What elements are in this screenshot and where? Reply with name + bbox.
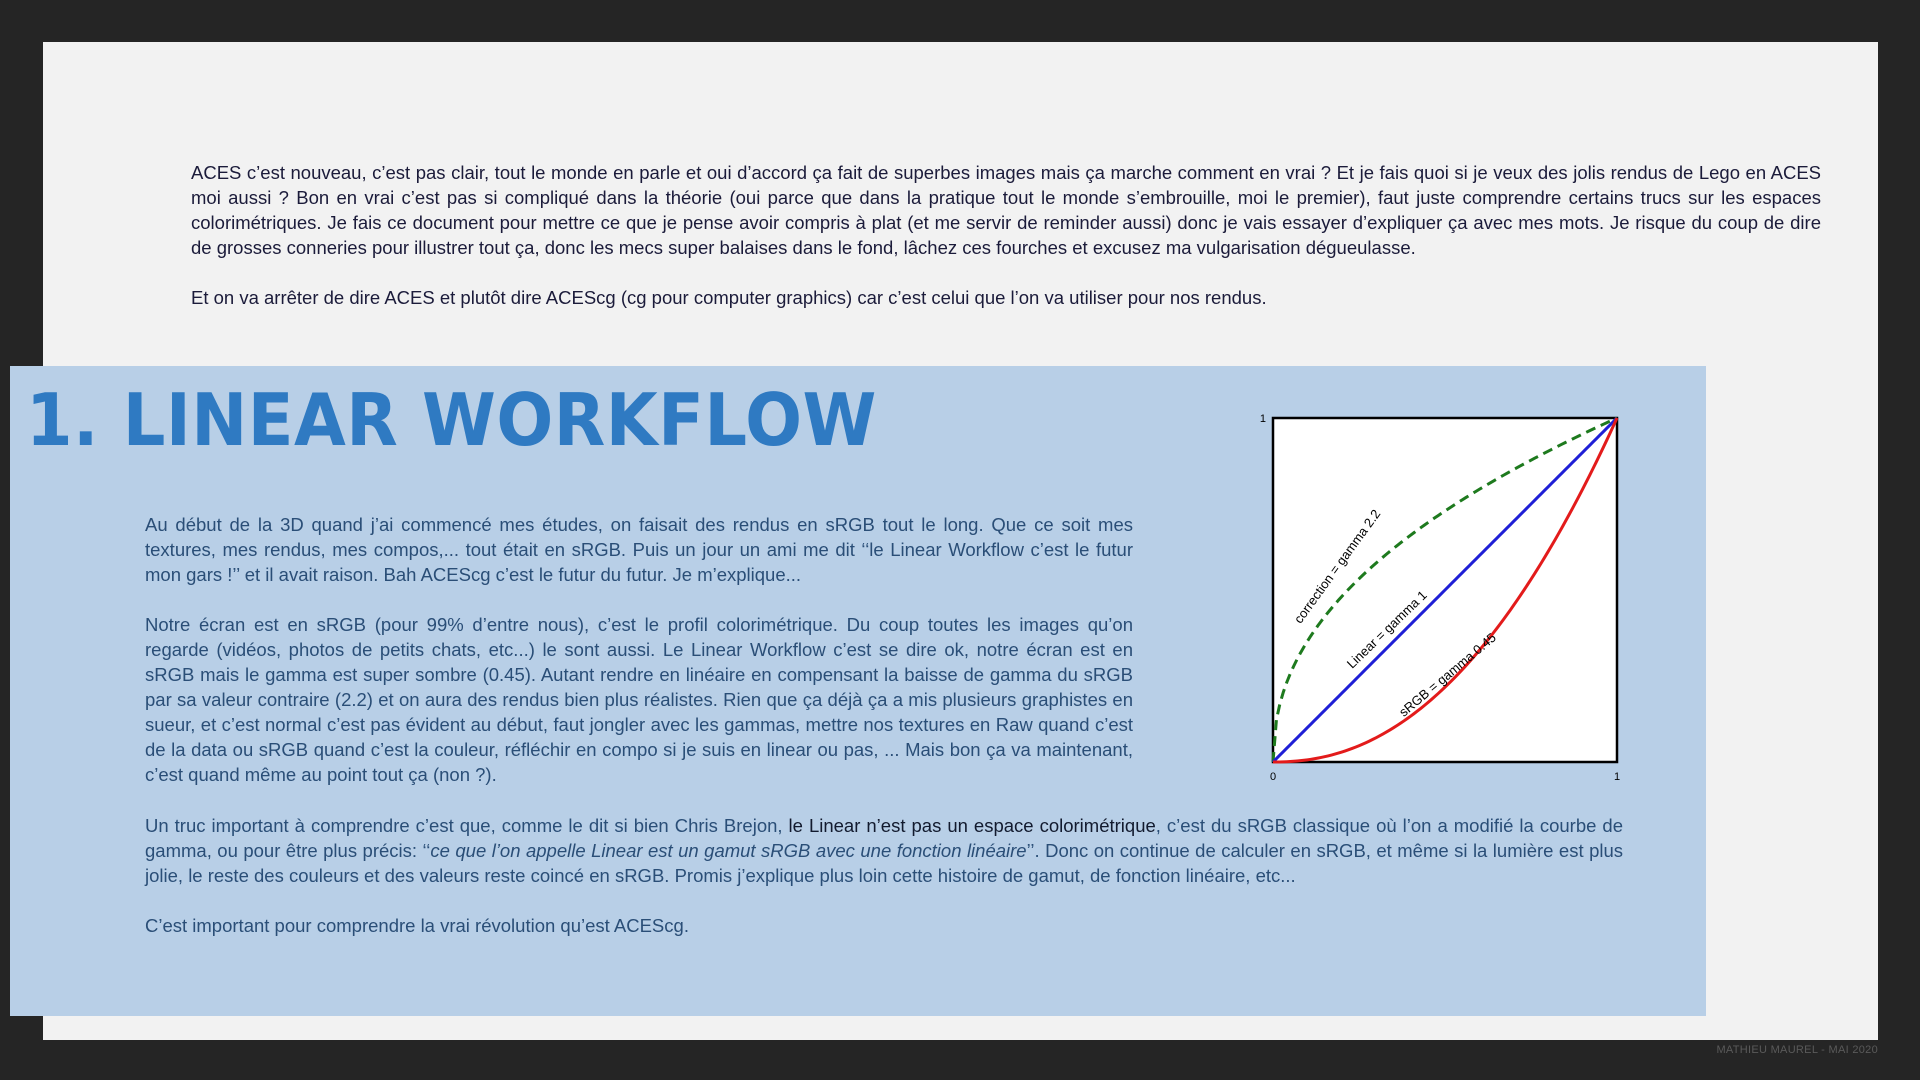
- intro-paragraph-1: ACES c’est nouveau, c’est pas clair, tout le monde en parle et oui d’accord ça fait de superbes images mais ça marche comment en vrai ? Et je fais quoi si je veux des jolis rendus de Lego en ACES moi aussi ? Bon en vrai c’est pas si compliqué dans la théorie (oui parce que dans la pratique tout le monde s’embrouille, moi le premier), faut juste comprendre certains trucs sur les espaces colorimétriques. Je fais ce document pour mettre ce que je pense avoir compris à plat (et me servir de reminder aussi) donc je vais essayer d’expliquer ça avec mes mots. Je risque du coup de dire de grosses conneries pour illustrer tout ça, donc les mecs super balaises dans le fond, lâchez ces fourches et excusez ma vulgarisation dégueulasse.: [191, 162, 1821, 258]
- paragraph-3-part-2: , c’est du sRGB classique où l’on a modifié la courbe de gamma, ou pour être plus précis: ‘‘: [145, 815, 1623, 861]
- intro-text: [191, 160, 1821, 335]
- section-wide-text: [145, 813, 1623, 963]
- intro-paragraph-2: Et on va arrêter de dire ACES et plutôt dire ACEScg (cg pour computer graphics) car c’est celui que l’on va utiliser pour nos rendus.: [191, 287, 1267, 308]
- section-left-text: [145, 512, 1133, 812]
- footer-credit: MATHIEU MAUREL - MAI 2020: [1716, 1044, 1878, 1056]
- series-label-1: Linear = gamma 1: [1343, 587, 1430, 672]
- paragraph-3-part-1: Un truc important à comprendre c’est que, comme le dit si bien Chris Brejon,: [145, 815, 789, 836]
- paragraph-3-italic: ce que l’on appelle Linear est un gamut sRGB avec une fonction linéaire: [430, 840, 1027, 861]
- series-label-2: sRGB = gamma 0.45: [1396, 629, 1499, 720]
- x-tick-max: 1: [1613, 771, 1621, 783]
- section-paragraph-2: Notre écran est en sRGB (pour 99% d’entre nous), c’est le profil colorimétrique. Du coup toutes les images qu’on regarde (vidéos, photos de petits chats, etc...) le sont aussi. Le Linear Workflow c’est se dire ok, notre écran est en sRGB mais le gamma est super sombre (0.45). Autant rendre en linéaire en compensant la baisse de gamma du sRGB par sa valeur contraire (2.2) et on aura des rendus bien plus réalistes. Rien que ça déjà ça a mis plusieurs graphistes en sueur, et c’est normal c’est pas évident au début, faut jongler avec les gammas, mettre nos textures en Raw quand c’est de la data ou sRGB quand c’est la couleur, réfléchir en compo si je suis en linear ou pas, ... Mais bon ça va maintenant, c’est quand même au point tout ça (non ?).: [145, 614, 1133, 785]
- paragraph-3-bold: le Linear n’est pas un espace colorimétrique: [788, 815, 1156, 836]
- y-tick-max: 1: [1259, 413, 1266, 425]
- paragraph-3-part-3: ’’. Donc on continue de calculer en sRGB, et même si la lumière est plus jolie, le reste des couleurs et des valeurs reste coincé en sRGB. Promis j’explique plus loin cette histoire de gamut, de fonction linéaire, etc...: [145, 840, 1624, 886]
- x-tick-min: 0: [1269, 771, 1277, 783]
- section-paragraph-3: [145, 813, 1623, 888]
- section-paragraph-4: C’est important pour comprendre la vrai révolution qu’est ACEScg.: [145, 915, 689, 936]
- gamma-curves-chart: [1258, 412, 1638, 792]
- section-paragraph-1: Au début de la 3D quand j’ai commencé mes études, on faisait des rendus en sRGB tout le long. Que ce soit mes textures, mes rendus, mes compos,... tout était en sRGB. Puis un jour un ami me dit ‘‘le Linear Workflow c’est le futur mon gars !’’ et il avait raison. Bah ACEScg c’est le futur du futur. Je m’explique...: [145, 514, 1133, 585]
- series-label-0: correction = gamma 2.2: [1290, 506, 1384, 627]
- section-title: 1. LINEAR WORKFLOW: [26, 378, 877, 462]
